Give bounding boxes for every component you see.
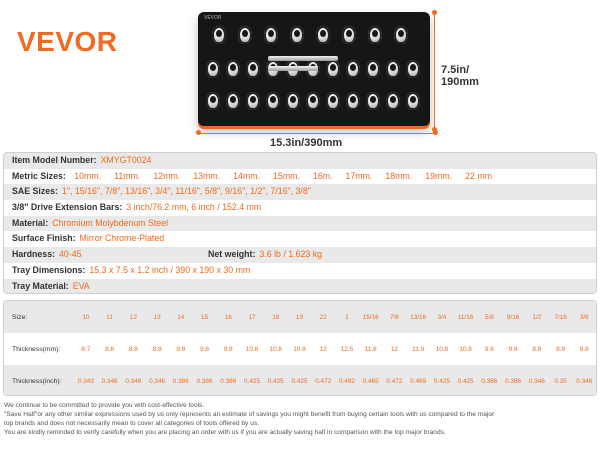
size-cell: 7/16: [554, 313, 567, 321]
metric-size-value: 19mm.: [425, 170, 453, 181]
extension-bar-icon: [268, 56, 338, 61]
thickness-mm-cell: 8.7: [81, 345, 91, 353]
metric-size-value: 10mm.: [74, 170, 102, 181]
metric-size-value: 18mm.: [385, 170, 413, 181]
thickness-inch-cell: 0.386: [172, 377, 189, 385]
thickness-mm-cell: 11.9: [412, 345, 425, 353]
spec-table: [3, 152, 597, 294]
wrench-icon: [286, 92, 300, 110]
spec-value: EVA: [72, 280, 90, 291]
spec-label: Item Model Number:: [12, 155, 97, 165]
spec-row-tray-dimensions: [4, 263, 596, 279]
spec-label: Metric Sizes:: [12, 170, 66, 181]
thickness-mm-cell: 9.8: [484, 345, 494, 353]
thickness-mm-cell: 10.8: [245, 345, 259, 353]
size-cell: 13: [153, 313, 161, 321]
height-dimension-line2: 190mm: [441, 76, 479, 88]
row-header: Size:: [12, 313, 28, 321]
size-cell: 10: [82, 313, 90, 321]
thickness-mm-cell: 8.9: [556, 345, 565, 353]
disclaimer-line: top brands and does not necessarily mean to cover all categories of tools offered by us.: [4, 420, 259, 427]
wrench-icon: [366, 60, 380, 78]
thickness-inch-row: [4, 365, 596, 396]
size-cell: 14: [177, 313, 185, 321]
wrench-icon: [246, 60, 260, 78]
thickness-mm-cell: 8.8: [105, 345, 115, 353]
metric-size-value: 15mm.: [273, 170, 300, 181]
height-dimension-label: [441, 64, 479, 88]
thickness-mm-cell: 12.5: [340, 345, 354, 353]
thickness-inch-cell: 0.346: [576, 377, 593, 385]
size-cell: 1: [345, 313, 349, 321]
thickness-inch-cell: 0.346: [125, 377, 142, 385]
product-tray-image: [198, 12, 430, 126]
wrench-icon: [212, 26, 226, 44]
thickness-mm-cell: 10.8: [435, 345, 449, 353]
spec-row-extension: [4, 200, 596, 216]
spec-label: Tray Material:: [12, 280, 69, 291]
tray-brand-text: VEVOR: [204, 15, 222, 21]
thickness-inch-cell: 0.425: [291, 377, 308, 385]
disclaimer-line: "Save Half"or any other similar expressions used by us only represents an estimate of savings you might benefit from buying certain tools with us compared to the major: [4, 411, 495, 418]
wrench-icon: [206, 92, 220, 110]
spec-label: SAE Sizes:: [12, 186, 58, 197]
width-dimension-line: [198, 133, 436, 134]
size-cell: 11: [106, 313, 113, 321]
wrench-icon: [306, 92, 320, 110]
thickness-inch-cell: 0.386: [481, 377, 498, 385]
size-cell: 19: [295, 313, 304, 321]
thickness-mm-cell: 10.8: [459, 345, 472, 353]
thickness-inch-cell: 0.386: [220, 377, 237, 385]
spec-row-tray-material: [4, 279, 596, 295]
wrench-icon: [246, 92, 260, 110]
thickness-inch-cell: 0.346: [149, 377, 166, 385]
wrench-icon: [264, 26, 278, 44]
size-cell: 5/8: [484, 313, 494, 321]
thickness-mm-cell: 9.8: [508, 345, 518, 353]
thickness-inch-cell: 0.472: [315, 377, 332, 385]
row-header: Thickness(mm):: [12, 345, 61, 353]
size-cell: 3/8: [579, 313, 589, 321]
wrench-icon: [266, 92, 280, 110]
thickness-mm-cell: 10.8: [293, 345, 306, 353]
spec-row-hardness-weight: [4, 247, 596, 263]
thickness-inch-cell: 0.425: [433, 377, 450, 385]
spec-label: 3/8" Drive Extension Bars:: [12, 202, 123, 213]
hardness-cell: [12, 247, 208, 263]
metric-size-value: 16m.: [312, 170, 333, 181]
spec-value: XMYGT0024: [100, 155, 152, 165]
width-dimension-label: 15.3in/390mm: [270, 137, 343, 149]
spec-row-model: [4, 153, 596, 169]
thickness-mm-cell: 9.8: [176, 345, 186, 353]
wrench-icon: [366, 92, 380, 110]
size-cell: 16: [224, 313, 232, 321]
size-cell: 15: [200, 313, 209, 321]
thickness-inch-cell: 0.386: [505, 377, 522, 385]
wrench-icon: [290, 26, 304, 44]
thickness-inch-cell: 0.472: [386, 377, 403, 385]
disclaimer-text: [4, 401, 596, 437]
size-table: [3, 300, 597, 396]
wrench-icon: [238, 26, 252, 44]
extension-bar-icon: [268, 66, 318, 71]
thickness-mm-cell: 12: [319, 345, 327, 353]
height-dimension-line1: 7.5in/: [441, 64, 470, 76]
spec-label: Hardness:: [12, 249, 56, 260]
disclaimer-line: You are kindly reminded to verify carefully when you are placing an order with us if you are actually saving half in comparison with the top major brands.: [4, 429, 446, 436]
thickness-inch-cell: 0.386: [196, 377, 213, 385]
metric-size-value: 11mm.: [114, 170, 141, 181]
size-cell: 13/16: [410, 313, 427, 321]
thickness-inch-cell: 0.346: [528, 377, 545, 385]
thickness-inch-cell: 0.343: [77, 377, 94, 385]
size-row: [4, 301, 596, 333]
disclaimer-line: We continue to be committed to provide you with cost-effective tools.: [4, 402, 205, 409]
wrench-icon: [386, 92, 400, 110]
size-cell: 22: [319, 313, 327, 321]
thickness-mm-cell: 11.8: [364, 345, 377, 353]
thickness-inch-cell: 0.492: [338, 377, 355, 385]
spec-row-finish: [4, 231, 596, 247]
height-dimension-line: [434, 12, 435, 130]
wrench-icon: [394, 26, 408, 44]
thickness-mm-cell: 9.8: [200, 345, 209, 353]
size-cell: 7/8: [389, 313, 399, 321]
size-cell: 3/4: [437, 313, 447, 321]
thickness-inch-cell: 0.425: [244, 377, 260, 385]
thickness-mm-cell: 8.8: [532, 345, 542, 353]
spec-value: 3.6 lb / 1.623 kg: [259, 249, 323, 260]
thickness-mm-cell: 12: [390, 345, 398, 353]
spec-value: 1", 15/16", 7/8", 13/16", 3/4", 11/16", 5/8", 9/16", 1/2", 7/16", 3/8": [61, 186, 311, 197]
wrench-icon: [206, 60, 220, 78]
size-cell: 15/16: [362, 313, 379, 321]
spec-value: 40-45: [59, 249, 82, 260]
thickness-mm-row: [4, 333, 596, 365]
wrench-icon: [316, 26, 330, 44]
wrench-icon: [226, 60, 240, 78]
spec-value: Chromium Molybdenum Steel: [52, 217, 169, 228]
spec-label: Tray Dimensions:: [12, 264, 86, 275]
thickness-mm-cell: 8.8: [579, 345, 589, 353]
metric-size-value: 14mm.: [233, 170, 261, 181]
size-cell: 17: [248, 313, 256, 321]
thickness-mm-cell: 10.8: [269, 345, 282, 353]
spec-row-material: [4, 216, 596, 232]
size-cell: 12: [129, 313, 137, 321]
thickness-mm-cell: 9.8: [223, 345, 233, 353]
wrench-icon: [386, 60, 400, 78]
wrench-icon: [342, 26, 356, 44]
metric-size-value: 13mm.: [193, 170, 221, 181]
size-cell: 1/2: [532, 313, 542, 321]
wrench-icon: [406, 92, 420, 110]
thickness-mm-cell: 8.8: [128, 345, 138, 353]
wrench-icon: [326, 92, 340, 110]
metric-size-value: 12mm.: [153, 170, 181, 181]
wrench-icon: [346, 92, 360, 110]
spec-value: Mirror Chrome-Plated: [79, 233, 165, 244]
wrench-icon: [406, 60, 420, 78]
vevor-logo: VEVOR: [17, 26, 118, 57]
thickness-inch-cell: 0.469: [410, 377, 427, 385]
row-header: Thickness(inch):: [12, 377, 62, 385]
spec-row-metric: [4, 169, 596, 185]
thickness-inch-cell: 0.346: [101, 377, 118, 385]
thickness-mm-cell: 8.8: [152, 345, 162, 353]
metric-size-value: 22 mm: [465, 170, 493, 181]
spec-value: 3 inch/76.2 mm, 6 inch / 152.4 mm: [126, 202, 262, 213]
thickness-inch-cell: 0.425: [457, 377, 474, 385]
metric-size-value: 17mm.: [345, 170, 373, 181]
thickness-inch-cell: 0.35: [554, 377, 567, 385]
thickness-inch-cell: 0.465: [362, 377, 379, 385]
wrench-icon: [326, 60, 340, 78]
spec-label: Surface Finish:: [12, 233, 76, 244]
spec-value: 15.3 x 7.5 x 1.2 inch / 390 x 190 x 30 mm: [89, 264, 251, 275]
spec-row-sae: [4, 184, 596, 200]
wrench-icon: [346, 60, 360, 78]
spec-label: Material:: [12, 217, 49, 228]
size-cell: 18: [272, 313, 280, 321]
wrench-icon: [226, 92, 240, 110]
size-cell: 9/16: [506, 313, 520, 321]
spec-label: Net weight:: [208, 249, 256, 260]
wrench-icon: [368, 26, 382, 44]
thickness-inch-cell: 0.425: [267, 377, 284, 385]
size-cell: 11/16: [457, 313, 474, 321]
